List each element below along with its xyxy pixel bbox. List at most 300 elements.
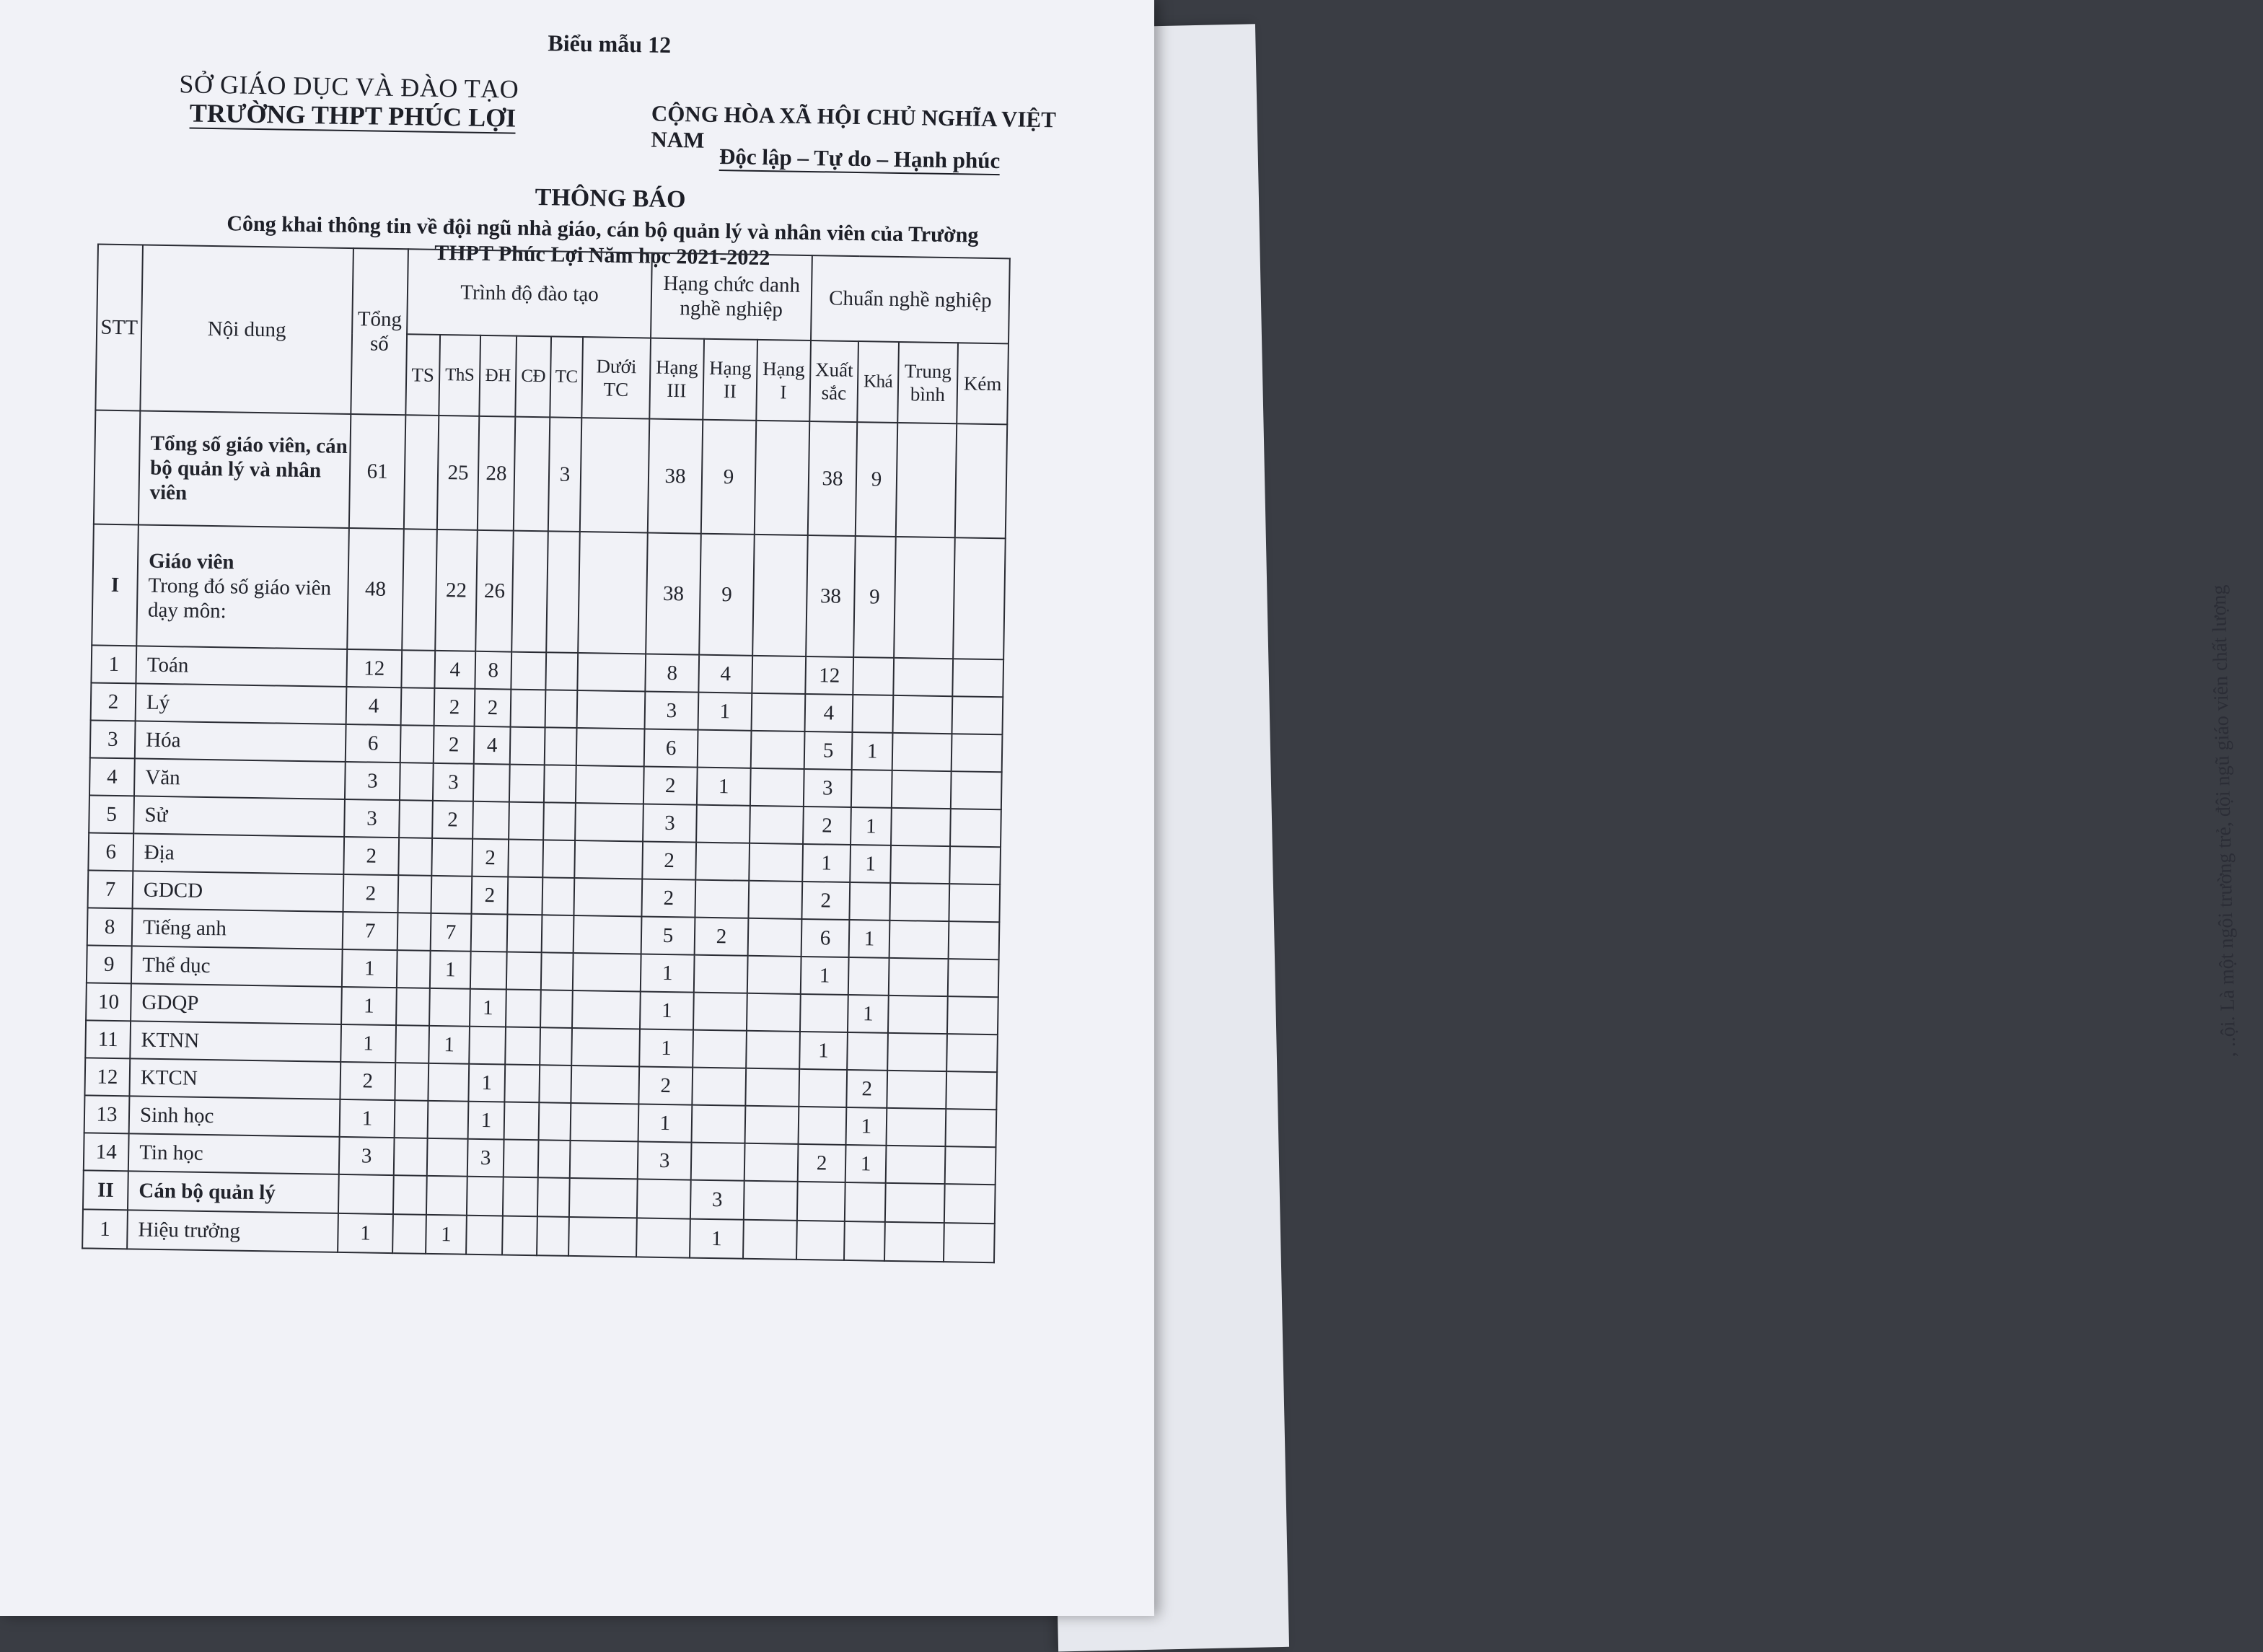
- subject-row-rank-3: 3: [643, 804, 697, 842]
- managers-row-label: Cán bộ quản lý: [128, 1171, 339, 1213]
- subject-row-label: Địa: [133, 833, 344, 874]
- col-excellent: Xuất sắc: [809, 340, 858, 422]
- manager-row-tc: [537, 1216, 569, 1256]
- subject-row-label: GDQP: [131, 983, 342, 1024]
- subject-row-poor: [952, 696, 1003, 734]
- subject-row-rank-1: [745, 1106, 799, 1144]
- subject-row-rank-2: 1: [698, 693, 752, 731]
- subject-row-ts: [397, 875, 431, 913]
- subject-row-rank-3: 1: [638, 1104, 693, 1142]
- subject-row-rank-2: [695, 843, 750, 881]
- subject-row-below-tc: [570, 1141, 638, 1179]
- subject-row-rank-3: 3: [638, 1141, 692, 1179]
- subject-row-below-tc: [577, 653, 646, 691]
- teachers-row-total: 48: [347, 528, 404, 650]
- subject-row-average: [890, 845, 950, 884]
- subject-row-tc: [540, 990, 573, 1028]
- subject-row-rank-1: [747, 956, 801, 994]
- subject-row-total: 2: [343, 837, 399, 875]
- subject-row-average: [892, 695, 952, 734]
- subject-row-excellent: [800, 994, 848, 1032]
- summary-row-total: 61: [349, 414, 405, 529]
- subject-row-average: [887, 1108, 946, 1146]
- manager-row-poor: [944, 1223, 995, 1262]
- subject-row-stt: 11: [85, 1020, 131, 1058]
- subject-row-good: [852, 695, 893, 733]
- subject-row-dh: 2: [472, 839, 509, 877]
- col-good: Khá: [857, 341, 899, 423]
- document-content: [95, 14, 1089, 1602]
- subject-row-cd: [508, 840, 543, 878]
- subject-row-below-tc: [575, 803, 643, 841]
- teachers-label-rest: Trong đó số giáo viên dạy môn:: [147, 574, 332, 623]
- subject-row-excellent: [799, 1069, 847, 1107]
- subject-row-rank-3: 2: [638, 1066, 693, 1104]
- subject-row-ts: [395, 1100, 429, 1138]
- subject-row-rank-3: 5: [641, 916, 695, 954]
- subject-row-ts: [395, 1025, 429, 1063]
- subject-row-total: 2: [343, 874, 398, 913]
- summary-row-poor: [955, 423, 1007, 538]
- managers-row-total: [338, 1174, 394, 1214]
- managers-row-below-tc: [569, 1178, 638, 1218]
- subject-row-excellent: 2: [801, 882, 850, 920]
- subject-row-rank-2: [692, 1068, 746, 1106]
- subject-row-ths: [429, 988, 470, 1027]
- col-rank-2: Hạng II: [703, 339, 757, 421]
- subject-row-ths: [428, 1101, 469, 1139]
- teachers-row-ts: [402, 529, 437, 651]
- subject-row-ts: [401, 650, 435, 688]
- col-total: Tổng số: [351, 248, 408, 415]
- subject-row-stt: 9: [87, 945, 132, 983]
- subject-row-rank-3: 2: [641, 879, 695, 917]
- subject-row-ts: [397, 913, 431, 951]
- subject-row-rank-1: [747, 993, 801, 1032]
- subject-row-cd: [504, 1102, 540, 1141]
- subject-row-cd: [504, 1065, 540, 1103]
- subject-row-tc: [542, 915, 574, 953]
- col-rank-group: Hạng chức danh nghề nghiệp: [651, 253, 812, 340]
- managers-row-dh: [467, 1177, 504, 1216]
- subject-row-label: KTNN: [130, 1021, 341, 1062]
- header-row-1: [97, 245, 1010, 344]
- managers-row-rank-2: 3: [690, 1180, 744, 1220]
- managers-row-tc: [537, 1177, 570, 1217]
- subject-row-tc: [538, 1140, 571, 1178]
- summary-row-rank-2: 9: [701, 420, 756, 535]
- subject-row-dh: 1: [468, 1064, 505, 1102]
- subject-row-poor: [946, 1034, 998, 1072]
- subject-row-below-tc: [574, 915, 642, 954]
- teachers-row: [92, 524, 1005, 659]
- subject-row-total: 1: [341, 987, 397, 1025]
- subject-row-average: [892, 770, 952, 809]
- subtitle-line-2: THPT Phúc Lợi Năm học 2021-2022: [434, 240, 770, 271]
- subject-row-tc: [545, 727, 577, 765]
- underlying-page-text: , ..ội. Là một ngôi trường trẻ, đội ngũ giáo viên chất lượng: [2207, 584, 2241, 1058]
- subject-row-cd: [510, 727, 545, 765]
- subject-row-dh: 4: [474, 726, 511, 765]
- subtitle-line-1: Công khai thông tin về đội ngũ nhà giáo, cán bộ quản lý và nhân viên của Trường: [227, 211, 979, 247]
- manager-row-stt: 1: [82, 1209, 128, 1249]
- subject-row-stt: 13: [84, 1095, 130, 1133]
- col-poor: Kém: [957, 343, 1009, 424]
- subject-row-rank-1: [749, 843, 803, 882]
- subject-row-label: KTCN: [129, 1058, 340, 1099]
- teachers-row-cd: [511, 531, 548, 653]
- subject-row-tc: [543, 802, 576, 840]
- subject-row-poor: [949, 921, 1000, 959]
- subject-row-rank-2: 1: [697, 768, 751, 806]
- subject-row-ths: 1: [430, 951, 471, 989]
- col-content: Nội dung: [140, 245, 353, 414]
- country-name: CỘNG HÒA XÃ HỘI CHỦ NGHĨA VIỆT NAM: [651, 100, 1056, 153]
- subject-row-below-tc: [574, 840, 643, 879]
- subject-row-total: 12: [346, 649, 402, 687]
- subject-row-rank-2: [695, 880, 749, 918]
- summary-row-rank-3: 38: [648, 419, 703, 534]
- teachers-row-ths: 22: [435, 530, 478, 651]
- col-rank-1: Hạng I: [756, 340, 811, 421]
- subject-row-cd: [506, 990, 541, 1028]
- summary-stt: [94, 410, 140, 524]
- col-cd: CĐ: [515, 336, 551, 418]
- subject-row-good: 1: [852, 732, 893, 770]
- subject-row-label: Tin học: [128, 1133, 340, 1174]
- subject-row-rank-2: [696, 805, 750, 843]
- subject-row-good: 1: [850, 845, 891, 883]
- subject-row-average: [888, 996, 948, 1034]
- teachers-label-bold: Giáo viên: [148, 549, 234, 574]
- teachers-row-below-tc: [578, 532, 648, 654]
- subject-row-below-tc: [576, 765, 644, 804]
- subject-row-stt: 14: [84, 1133, 129, 1171]
- subject-row-excellent: 3: [804, 769, 852, 807]
- manager-row-total: 1: [338, 1213, 393, 1253]
- subject-row-total: 1: [342, 949, 397, 988]
- subject-row-tc: [539, 1065, 571, 1103]
- subject-row-total: 6: [346, 724, 401, 763]
- subject-row-rank-1: [750, 768, 804, 807]
- subject-row-good: [847, 1032, 888, 1071]
- notice-title: THÔNG BÁO: [535, 184, 686, 214]
- department-name: SỞ GIÁO DỤC VÀ ĐÀO TẠO: [179, 69, 519, 104]
- subject-row-rank-2: 4: [698, 655, 752, 693]
- subject-row-excellent: 4: [805, 694, 853, 732]
- manager-row-good: [844, 1221, 885, 1261]
- subject-row-rank-1: [748, 918, 802, 957]
- subject-row-stt: 6: [88, 832, 133, 871]
- subject-row-average: [893, 658, 953, 696]
- subject-row-poor: [950, 809, 1001, 847]
- subject-row-dh: [471, 914, 508, 952]
- subject-row-cd: [506, 952, 542, 990]
- teachers-row-rank-3: 38: [646, 533, 701, 655]
- subject-row-average: [887, 1033, 947, 1071]
- manager-row-cd: [502, 1216, 537, 1255]
- subject-row-good: [848, 957, 889, 996]
- subject-row-excellent: 5: [804, 731, 853, 770]
- subject-row-excellent: 6: [801, 919, 850, 957]
- manager-row-ths: 1: [426, 1215, 467, 1255]
- managers-row-rank-1: [744, 1181, 798, 1221]
- subject-row-dh: 2: [475, 689, 511, 727]
- subject-row-rank-2: [693, 1030, 747, 1068]
- teachers-row-rank-2: 9: [699, 534, 755, 656]
- manager-row-excellent: [796, 1221, 845, 1260]
- subject-row-ths: 3: [433, 763, 474, 801]
- subject-row-cd: [511, 690, 546, 728]
- subject-row-rank-2: [698, 730, 752, 768]
- summary-row-good: 9: [856, 422, 897, 537]
- col-below-tc: Dưới TC: [581, 337, 651, 418]
- subject-row-excellent: 1: [799, 1032, 848, 1070]
- subject-row-stt: 3: [90, 720, 136, 758]
- subject-row-cd: [509, 765, 545, 803]
- managers-row-average: [885, 1183, 945, 1223]
- summary-row-ts: [404, 415, 439, 530]
- summary-row-below-tc: [580, 418, 649, 532]
- subject-row-dh: [469, 1027, 506, 1065]
- subject-row-rank-1: [752, 693, 806, 731]
- col-dh: ĐH: [479, 335, 517, 417]
- manager-row-label: Hiệu trưởng: [127, 1210, 338, 1252]
- subject-row-stt: 4: [89, 757, 135, 796]
- col-stt: STT: [95, 245, 143, 411]
- subject-row-cd: [504, 1139, 539, 1177]
- subject-row-below-tc: [574, 878, 642, 916]
- subject-row-rank-1: [752, 656, 806, 694]
- subject-row-ths: [428, 1063, 469, 1102]
- subject-row-dh: 2: [471, 876, 508, 915]
- subject-row-ts: [399, 800, 433, 838]
- subject-row-total: 1: [340, 1024, 396, 1063]
- subject-row-label: Lý: [136, 683, 347, 724]
- summary-row-average: [896, 423, 957, 537]
- subject-row-rank-2: [693, 993, 747, 1031]
- subject-row-rank-1: [746, 1031, 800, 1069]
- subject-row-good: 1: [849, 920, 890, 958]
- subject-row-excellent: [799, 1107, 847, 1145]
- subject-row-label: Hóa: [135, 721, 346, 762]
- subject-row-dh: 1: [470, 989, 506, 1027]
- subject-row-rank-3: 1: [640, 991, 694, 1029]
- subject-row-poor: [946, 1071, 997, 1110]
- subject-row-below-tc: [576, 728, 645, 766]
- subject-row-ts: [397, 950, 431, 988]
- manager-row-rank-3: [636, 1218, 690, 1257]
- subject-row-label: Sử: [133, 796, 345, 837]
- subject-row-excellent: 12: [805, 656, 853, 695]
- teachers-row-excellent: 38: [806, 535, 856, 657]
- subject-row-below-tc: [571, 1103, 639, 1141]
- subject-row-tc: [544, 765, 576, 803]
- manager-row-average: [884, 1222, 944, 1262]
- col-average: Trung bình: [897, 342, 958, 423]
- manager-row-ts: [392, 1214, 426, 1254]
- table-body: [82, 410, 1007, 1262]
- subject-row-tc: [542, 877, 574, 915]
- subject-row-poor: [951, 771, 1002, 809]
- subject-row-label: Văn: [134, 758, 346, 799]
- subject-row-dh: 3: [467, 1139, 504, 1177]
- subject-row-average: [891, 808, 951, 846]
- subject-row-rank-1: [750, 806, 804, 844]
- subject-row-ts: [400, 725, 434, 763]
- subject-row-ths: 2: [434, 688, 475, 726]
- subject-row-total: 3: [345, 762, 400, 800]
- summary-row: [94, 410, 1007, 538]
- managers-row-stt: II: [83, 1170, 128, 1210]
- subject-row-ths: 1: [429, 1026, 470, 1064]
- manager-row-rank-1: [743, 1220, 797, 1260]
- manager-row-dh: [466, 1216, 503, 1255]
- subject-row-dh: [473, 764, 510, 802]
- col-standard-group: Chuẩn nghề nghiệp: [811, 255, 1010, 343]
- subject-row-stt: 10: [86, 983, 131, 1021]
- subject-row-stt: 8: [87, 908, 133, 946]
- subject-row-rank-2: [691, 1143, 745, 1181]
- national-motto: Độc lập – Tự do – Hạnh phúc: [719, 144, 1001, 175]
- subject-row-label: GDCD: [133, 871, 344, 912]
- subject-row-average: [887, 1071, 946, 1109]
- subject-row-ts: [396, 988, 430, 1026]
- subject-row-ts: [398, 838, 432, 876]
- subject-row-ths: 7: [431, 913, 472, 952]
- subject-row-rank-3: 8: [645, 654, 699, 692]
- managers-row-poor: [944, 1184, 996, 1223]
- subject-row-average: [889, 883, 949, 921]
- subject-row-ths: [427, 1138, 468, 1177]
- managers-row-rank-3: [637, 1179, 691, 1218]
- subject-row-poor: [952, 734, 1003, 772]
- teachers-row-poor: [953, 537, 1006, 659]
- teachers-label: [136, 524, 349, 649]
- teachers-row-rank-1: [752, 535, 808, 656]
- subject-row-rank-3: 2: [643, 766, 698, 804]
- subject-row-cd: [509, 802, 544, 840]
- subject-row-rank-1: [745, 1068, 799, 1107]
- teachers-row-average: [894, 537, 955, 659]
- subject-row-below-tc: [571, 1028, 640, 1066]
- subject-row-good: 1: [848, 995, 889, 1033]
- subject-row-cd: [507, 915, 542, 953]
- subject-row-total: 2: [340, 1062, 395, 1100]
- subject-row-good: [853, 657, 894, 695]
- managers-row-cd: [503, 1177, 538, 1216]
- subject-row-stt: 2: [91, 682, 136, 721]
- managers-row-good: [845, 1182, 886, 1222]
- subject-row-tc: [545, 690, 578, 728]
- document-page: [0, 0, 1154, 1616]
- teachers-row-dh: 26: [475, 530, 514, 652]
- subject-row-excellent: 1: [801, 957, 849, 995]
- summary-row-cd: [514, 417, 550, 532]
- subject-row-excellent: 2: [803, 807, 851, 845]
- subject-row-rank-1: [748, 881, 802, 919]
- subject-row-rank-3: 1: [641, 954, 695, 992]
- subject-row-below-tc: [573, 953, 641, 991]
- teachers-row-tc: [546, 531, 580, 653]
- subject-row-rank-3: 1: [639, 1029, 693, 1067]
- subject-row-tc: [540, 1027, 572, 1066]
- subject-row-dh: 1: [468, 1102, 505, 1140]
- subject-row-dh: [473, 801, 509, 840]
- subject-row-ts: [394, 1138, 428, 1176]
- subject-row-ts: [400, 763, 434, 801]
- subject-row-tc: [539, 1102, 571, 1141]
- col-training-group: Trình độ đào tạo: [407, 249, 652, 338]
- subject-row-total: 3: [344, 799, 400, 838]
- subject-row-poor: [948, 959, 999, 997]
- summary-label: Tổng số giáo viên, cán bộ quản lý và nhân viên: [139, 410, 351, 528]
- col-ts: TS: [405, 334, 440, 416]
- subject-row-total: 1: [340, 1099, 395, 1138]
- teachers-stt: I: [92, 524, 139, 646]
- subject-row-rank-1: [751, 731, 805, 769]
- subject-row-total: 4: [346, 687, 402, 725]
- subject-row-average: [889, 958, 949, 996]
- subject-row-rank-1: [744, 1143, 799, 1182]
- subject-row-rank-2: 2: [695, 918, 749, 956]
- summary-row-ths: 25: [437, 416, 479, 530]
- summary-row-excellent: 38: [808, 421, 857, 536]
- manager-row-below-tc: [568, 1217, 637, 1257]
- subject-row-rank-2: [692, 1105, 746, 1143]
- subject-row-poor: [945, 1146, 996, 1185]
- subject-row-ts: [401, 687, 435, 726]
- subject-row-cd: [505, 1027, 540, 1066]
- subject-row-label: Sinh học: [129, 1096, 340, 1137]
- subject-row-label: Toán: [136, 646, 347, 687]
- form-number: Biểu mẫu 12: [548, 30, 672, 58]
- subject-row-average: [886, 1146, 946, 1184]
- subject-row-poor: [947, 996, 998, 1034]
- subject-row-good: [849, 882, 890, 921]
- subject-row-ts: [395, 1063, 429, 1101]
- subject-row-below-tc: [577, 690, 646, 729]
- subject-row-stt: 12: [84, 1058, 130, 1096]
- subject-row-tc: [545, 652, 578, 690]
- subject-row-good: 2: [846, 1070, 887, 1108]
- subject-row-stt: 7: [88, 870, 133, 908]
- col-ths: ThS: [439, 335, 480, 416]
- managers-row-excellent: [797, 1182, 845, 1221]
- subject-row-good: 1: [845, 1145, 887, 1183]
- summary-row-tc: 3: [548, 417, 581, 532]
- subject-row-total: 3: [339, 1137, 395, 1175]
- managers-row-ths: [426, 1176, 467, 1216]
- subject-row-ths: 4: [434, 651, 475, 689]
- subject-row-stt: 5: [89, 795, 134, 833]
- subject-row-poor: [949, 846, 1001, 884]
- subject-row-ths: 2: [432, 801, 473, 839]
- subject-row-rank-3: 2: [642, 841, 696, 879]
- manager-row-rank-2: 1: [690, 1219, 744, 1259]
- summary-row-dh: 28: [478, 416, 515, 531]
- subject-row-rank-3: 3: [645, 691, 699, 729]
- subject-row-ths: 2: [434, 726, 475, 764]
- subject-row-tc: [542, 840, 575, 878]
- subject-row-stt: 1: [91, 645, 136, 683]
- col-rank-3: Hạng III: [649, 338, 704, 420]
- subject-row-good: [851, 770, 892, 808]
- subject-row-label: Tiếng anh: [132, 908, 343, 949]
- subject-row-total: 7: [343, 912, 398, 950]
- subject-row-excellent: 2: [798, 1144, 846, 1182]
- subject-row-good: 1: [846, 1107, 887, 1146]
